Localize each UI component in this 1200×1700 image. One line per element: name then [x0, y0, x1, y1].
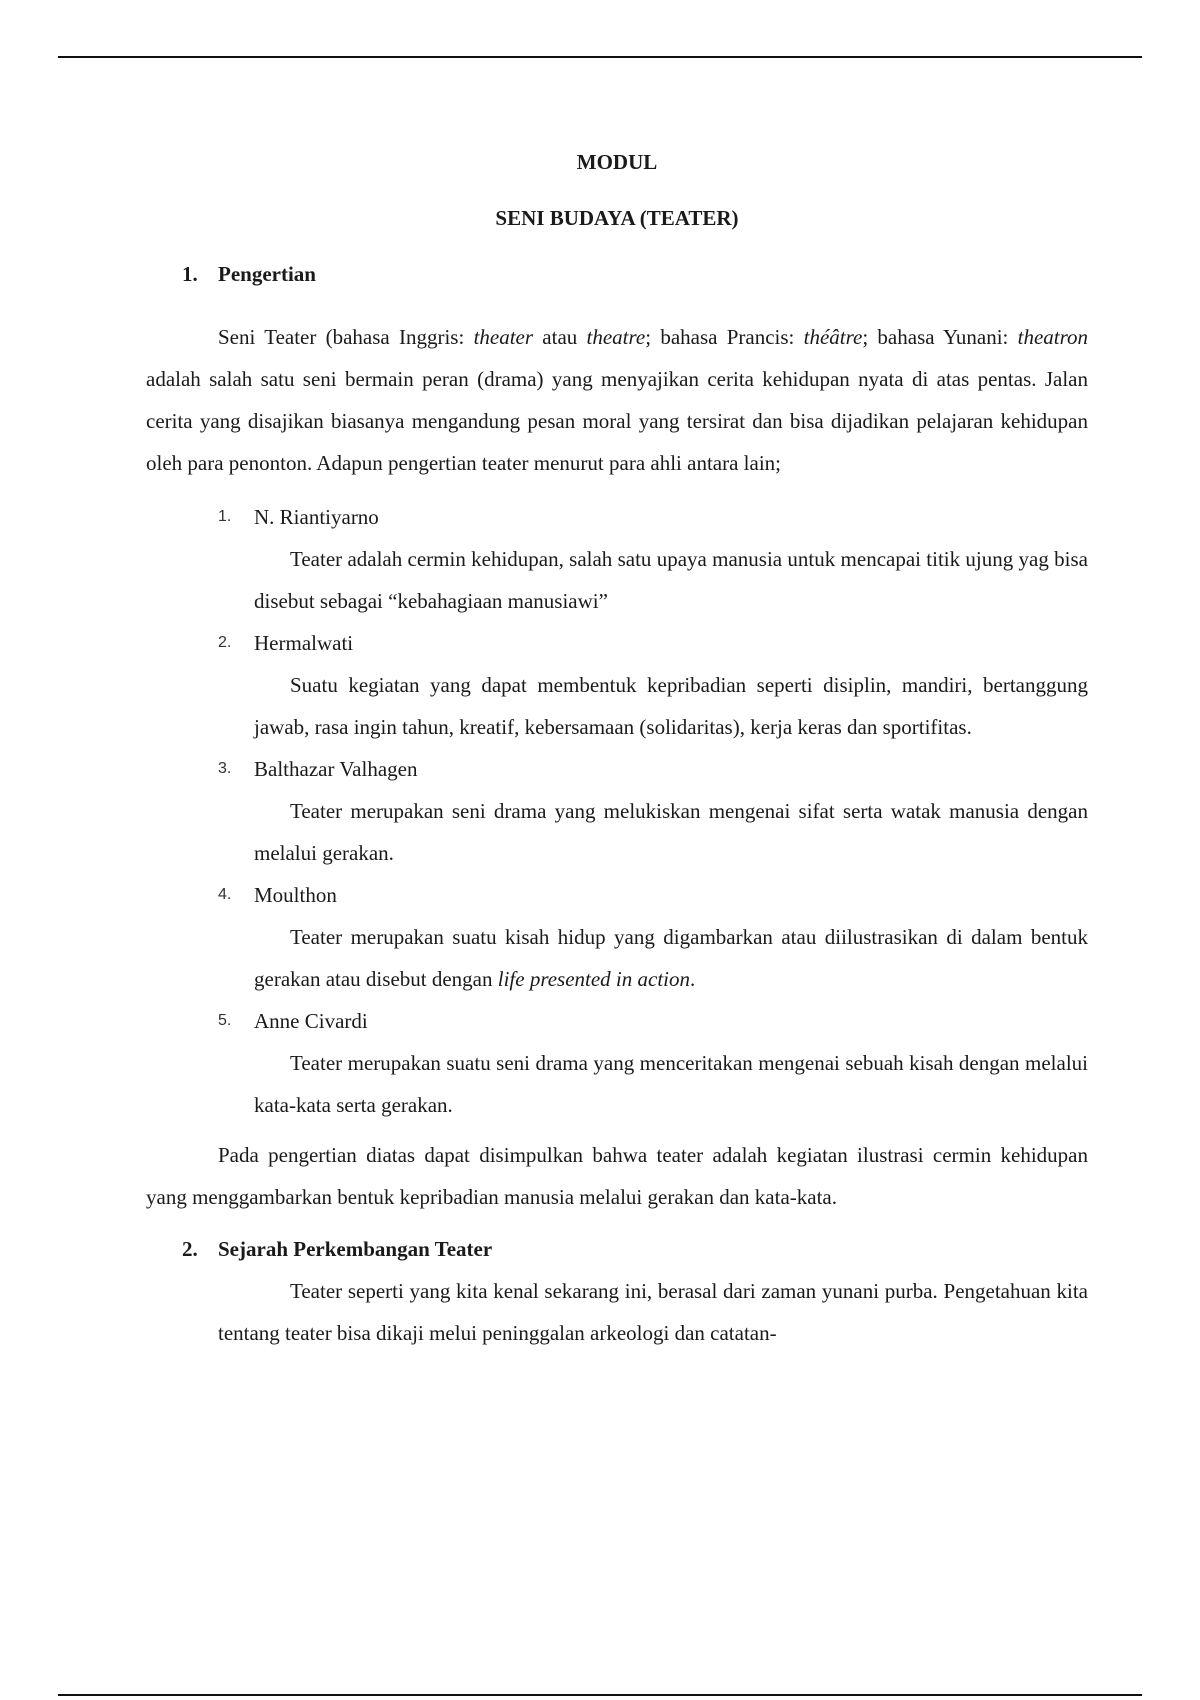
intro-term-theatre-fr: théâtre [803, 325, 863, 349]
intro-paragraph [146, 316, 1088, 484]
section-heading-sejarah [146, 1228, 1088, 1270]
intro-term-theatre: theatre [586, 325, 646, 349]
section-number: 1. [182, 262, 198, 286]
section-heading-pengertian [146, 260, 1088, 288]
intro-text: ; bahasa Prancis: [645, 325, 804, 349]
document-subtitle: SENI BUDAYA (TEATER) [495, 206, 739, 230]
expert-name: Balthazar Valhagen [254, 757, 418, 781]
expert-name: N. Riantiyarno [254, 505, 379, 529]
bottom-rule [58, 1694, 1142, 1696]
document-title: MODUL [576, 150, 658, 174]
intro-text: atau [533, 325, 587, 349]
section-title: Pengertian [218, 262, 316, 286]
expert-name: Moulthon [254, 883, 337, 907]
intro-text: Seni Teater (bahasa Inggris: [218, 325, 474, 349]
expert-number: 4. [218, 886, 232, 903]
expert-definition [254, 916, 1088, 1000]
expert-definition: Teater merupakan seni drama yang melukiskan mengenai sifat serta watak manusia dengan melalui gerakan. [254, 799, 1088, 865]
definition-text: Teater merupakan suatu kisah hidup yang digambarkan atau diilustrasikan di dalam bentuk gerakan atau disebut dengan [254, 925, 1088, 991]
expert-item [146, 1000, 1088, 1126]
intro-text: adalah salah satu seni bermain peran (drama) yang menyajikan cerita kehidupan nyata di atas pentas. Jalan cerita yang disajikan biasanya mengandung pesan moral yang tersirat dan bisa dijadikan pelajaran kehidupan oleh para penonton. Adapun pengertian teater menurut para ahli antara lain; [146, 367, 1088, 475]
expert-item [146, 622, 1088, 748]
section-number: 2. [182, 1237, 198, 1261]
history-paragraph: Teater seperti yang kita kenal sekarang ini, berasal dari zaman yunani purba. Pengetahuan kita tentang teater bisa dikaji melui peninggalan arkeologi dan catatan- [218, 1279, 1088, 1345]
intro-text: ; bahasa Yunani: [862, 325, 1018, 349]
expert-definition: Teater adalah cermin kehidupan, salah satu upaya manusia untuk mencapai titik ujung yag bisa disebut sebagai “kebahagiaan manusiawi” [254, 547, 1088, 613]
section-title: Sejarah Perkembangan Teater [218, 1237, 493, 1261]
expert-name: Anne Civardi [254, 1009, 368, 1033]
intro-term-theater: theater [473, 325, 534, 349]
expert-number: 3. [218, 760, 232, 777]
expert-number: 1. [218, 508, 232, 525]
conclusion-paragraph: Pada pengertian diatas dapat disimpulkan bahwa teater adalah kegiatan ilustrasi cermin kehidupan yang menggambarkan bentuk kepribadian manusia melalui gerakan dan kata-kata. [146, 1143, 1088, 1209]
definition-italic-phrase: life presented in action [497, 967, 691, 991]
expert-list [146, 496, 1088, 1126]
definition-text: . [690, 967, 696, 991]
expert-definition: Suatu kegiatan yang dapat membentuk kepribadian seperti disiplin, mandiri, bertanggung jawab, rasa ingin tahun, kreatif, kebersamaan (solidaritas), kerja keras dan sportifitas. [254, 673, 1088, 739]
expert-number: 2. [218, 634, 232, 651]
intro-term-theatron: theatron [1017, 325, 1088, 349]
document-body [146, 138, 1088, 1354]
expert-item [146, 748, 1088, 874]
expert-item [146, 874, 1088, 1000]
expert-item [146, 496, 1088, 622]
expert-name: Hermalwati [254, 631, 354, 655]
expert-definition: Teater merupakan suatu seni drama yang menceritakan mengenai sebuah kisah dengan melalui kata-kata serta gerakan. [254, 1051, 1088, 1117]
expert-number: 5. [218, 1012, 232, 1029]
top-rule [58, 56, 1142, 58]
